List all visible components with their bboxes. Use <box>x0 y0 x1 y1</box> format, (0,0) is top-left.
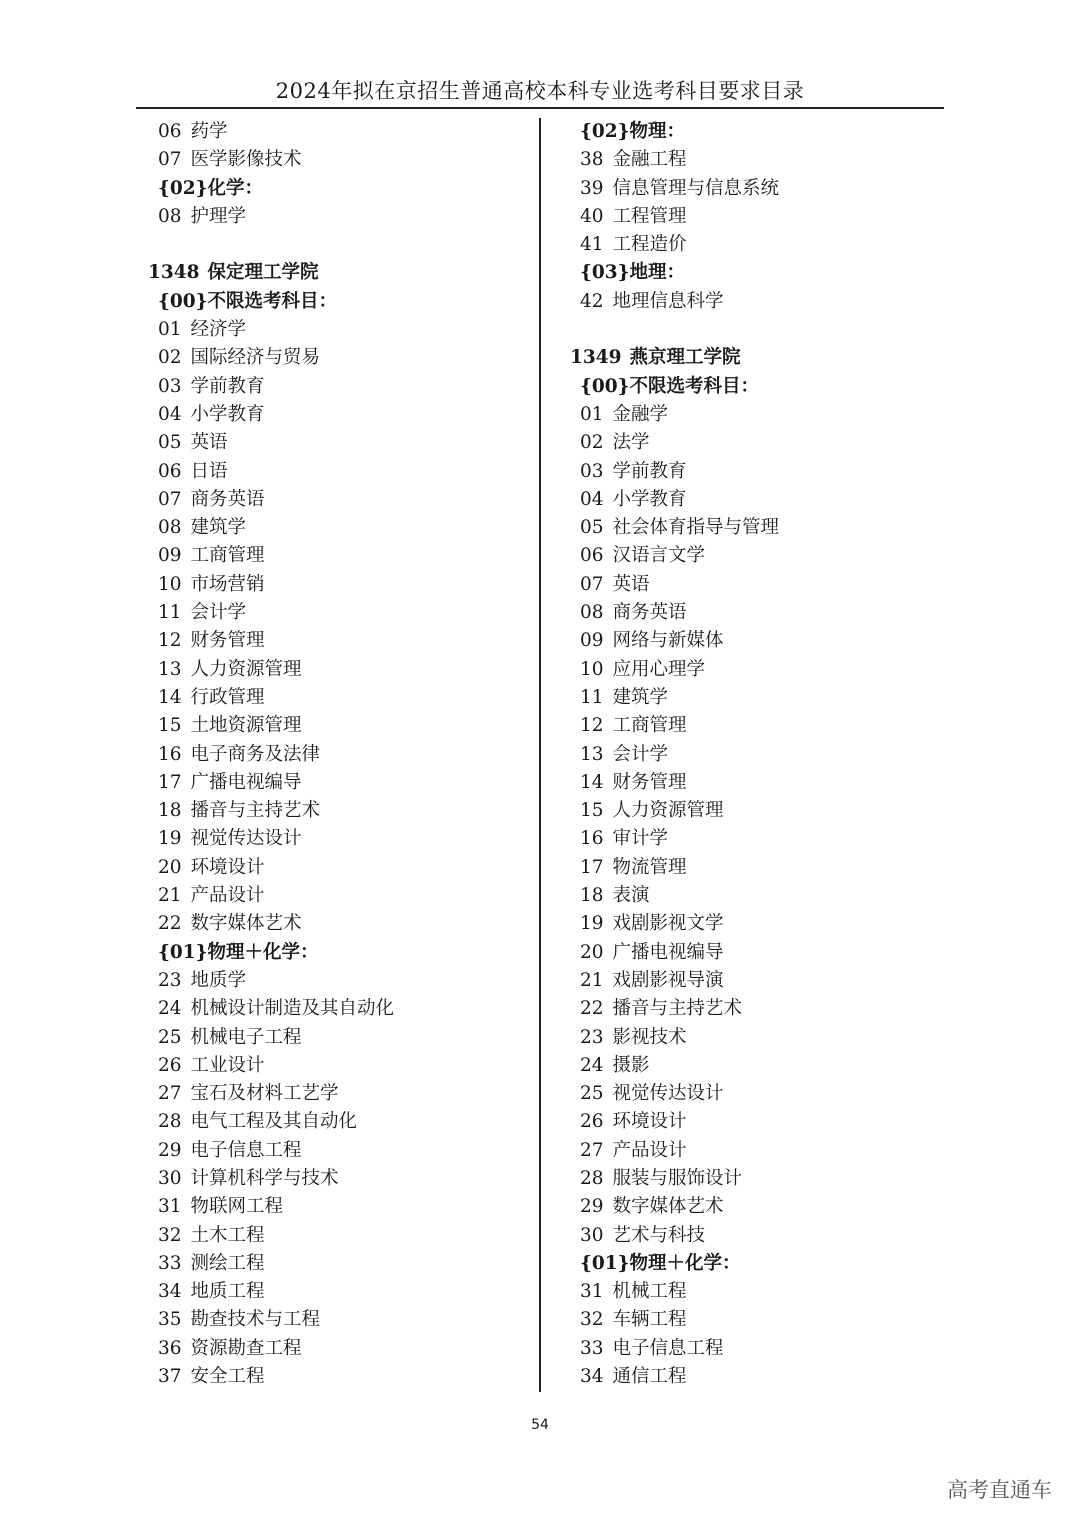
major-number: 26 <box>580 1111 604 1133</box>
major-name: 审计学 <box>612 828 669 850</box>
major-name: 机械电子工程 <box>190 1026 302 1048</box>
major-item <box>148 910 528 938</box>
major-name: 艺术与科技 <box>612 1224 706 1246</box>
major-number: 23 <box>158 969 182 991</box>
major-number: 06 <box>158 460 182 482</box>
major-number: 02 <box>158 347 182 369</box>
major-number: 19 <box>158 828 182 850</box>
major-number: 22 <box>580 998 604 1020</box>
major-number: 12 <box>580 715 604 737</box>
major-item <box>570 542 950 570</box>
major-name: 网络与新媒体 <box>612 630 724 652</box>
major-name: 会计学 <box>190 602 247 624</box>
major-item <box>148 769 528 797</box>
major-name: 数字媒体艺术 <box>612 1196 724 1218</box>
major-name: 电子信息工程 <box>190 1139 302 1161</box>
major-item <box>148 146 528 174</box>
major-name: 机械工程 <box>612 1281 687 1303</box>
major-item <box>570 1024 950 1052</box>
major-name: 环境设计 <box>612 1111 687 1133</box>
left-column <box>148 118 528 1391</box>
major-number: 03 <box>580 460 604 482</box>
major-number: 15 <box>158 715 182 737</box>
major-item <box>148 825 528 853</box>
major-number: 36 <box>158 1337 182 1359</box>
major-number: 28 <box>580 1167 604 1189</box>
major-item <box>570 401 950 429</box>
major-number: 22 <box>158 913 182 935</box>
major-item <box>570 854 950 882</box>
major-item <box>148 571 528 599</box>
major-number: 03 <box>158 375 182 397</box>
major-number: 13 <box>158 658 182 680</box>
major-name: 英语 <box>612 573 650 595</box>
major-name: 广播电视编导 <box>190 771 302 793</box>
major-name: 医学影像技术 <box>190 149 302 171</box>
major-name: 人力资源管理 <box>190 658 302 680</box>
major-item <box>148 486 528 514</box>
major-item <box>570 231 950 259</box>
major-name: 社会体育指导与管理 <box>612 517 780 539</box>
major-name: 商务英语 <box>190 488 265 510</box>
school-name: 保定理工学院 <box>207 262 319 284</box>
major-number: 11 <box>158 602 182 624</box>
major-name: 产品设计 <box>190 885 265 907</box>
major-number: 10 <box>158 573 182 595</box>
major-number: 14 <box>158 686 182 708</box>
major-name: 通信工程 <box>612 1366 687 1388</box>
major-item <box>148 712 528 740</box>
major-name: 英语 <box>190 432 228 454</box>
major-number: 01 <box>580 403 604 425</box>
major-item <box>570 741 950 769</box>
major-item <box>570 967 950 995</box>
school-code: 1348 <box>148 262 200 284</box>
major-name: 建筑学 <box>612 686 669 708</box>
right-column <box>570 118 950 1391</box>
major-name: 土地资源管理 <box>190 715 302 737</box>
major-number: 08 <box>158 517 182 539</box>
major-name: 土木工程 <box>190 1224 265 1246</box>
spacer <box>570 316 950 344</box>
major-name: 播音与主持艺术 <box>190 800 321 822</box>
major-number: 29 <box>158 1139 182 1161</box>
major-name: 工商管理 <box>190 545 265 567</box>
major-item <box>148 599 528 627</box>
major-number: 11 <box>580 686 604 708</box>
subject-requirement: {00}不限选考科目： <box>580 375 760 397</box>
major-item <box>570 288 950 316</box>
major-name: 资源勘查工程 <box>190 1337 302 1359</box>
major-number: 27 <box>580 1139 604 1161</box>
major-number: 16 <box>580 828 604 850</box>
major-item <box>148 118 528 146</box>
major-name: 市场营销 <box>190 573 265 595</box>
major-number: 25 <box>158 1026 182 1048</box>
spacer <box>148 231 528 259</box>
major-name: 表演 <box>612 885 650 907</box>
major-item <box>570 1222 950 1250</box>
column-divider <box>539 118 541 1392</box>
major-name: 计算机科学与技术 <box>190 1167 339 1189</box>
major-name: 信息管理与信息系统 <box>612 177 780 199</box>
major-number: 08 <box>580 602 604 624</box>
major-item <box>570 1363 950 1391</box>
major-item <box>148 967 528 995</box>
major-number: 20 <box>158 856 182 878</box>
major-number: 34 <box>158 1281 182 1303</box>
major-item <box>570 712 950 740</box>
major-name: 法学 <box>612 432 650 454</box>
major-number: 27 <box>158 1083 182 1105</box>
major-name: 小学教育 <box>612 488 687 510</box>
major-name: 日语 <box>190 460 228 482</box>
major-name: 财务管理 <box>190 630 265 652</box>
major-number: 04 <box>158 403 182 425</box>
major-number: 21 <box>580 969 604 991</box>
major-number: 33 <box>580 1337 604 1359</box>
major-name: 视觉传达设计 <box>612 1083 724 1105</box>
major-number: 26 <box>158 1054 182 1076</box>
major-number: 01 <box>158 319 182 341</box>
major-name: 地质工程 <box>190 1281 265 1303</box>
major-item <box>570 1278 950 1306</box>
major-item <box>148 429 528 457</box>
major-name: 电子商务及法律 <box>190 743 321 765</box>
major-item <box>570 684 950 712</box>
major-number: 37 <box>158 1366 182 1388</box>
major-number: 16 <box>158 743 182 765</box>
major-item <box>148 1052 528 1080</box>
major-item <box>148 514 528 542</box>
major-number: 18 <box>158 800 182 822</box>
major-item <box>148 401 528 429</box>
major-name: 地理信息科学 <box>612 290 724 312</box>
major-item <box>570 939 950 967</box>
major-name: 金融学 <box>612 403 669 425</box>
subject-requirement: {02}物理： <box>580 121 686 142</box>
major-number: 25 <box>580 1083 604 1105</box>
major-name: 物联网工程 <box>190 1196 284 1218</box>
major-number: 39 <box>580 177 604 199</box>
major-number: 35 <box>158 1309 182 1331</box>
major-number: 34 <box>580 1366 604 1388</box>
major-item <box>570 627 950 655</box>
major-item <box>148 1193 528 1221</box>
subject-requirement: {03}地理： <box>580 262 686 284</box>
watermark: 高考直通车 <box>947 1478 1052 1502</box>
major-number: 17 <box>158 771 182 793</box>
major-item <box>570 1335 950 1363</box>
major-number: 29 <box>580 1196 604 1218</box>
major-name: 药学 <box>190 121 228 142</box>
major-name: 机械设计制造及其自动化 <box>190 998 395 1020</box>
major-name: 电子信息工程 <box>612 1337 724 1359</box>
major-number: 24 <box>158 998 182 1020</box>
major-name: 车辆工程 <box>612 1309 687 1331</box>
major-item <box>570 458 950 486</box>
school-heading <box>148 259 528 287</box>
major-item <box>148 797 528 825</box>
major-name: 行政管理 <box>190 686 265 708</box>
major-item <box>148 458 528 486</box>
major-number: 09 <box>580 630 604 652</box>
major-number: 07 <box>580 573 604 595</box>
major-item <box>148 1108 528 1136</box>
major-name: 广播电视编导 <box>612 941 724 963</box>
major-item <box>570 910 950 938</box>
major-name: 服装与服饰设计 <box>612 1167 743 1189</box>
major-name: 人力资源管理 <box>612 800 724 822</box>
major-number: 06 <box>158 121 182 142</box>
major-item <box>570 514 950 542</box>
major-number: 30 <box>580 1224 604 1246</box>
major-number: 10 <box>580 658 604 680</box>
major-name: 学前教育 <box>190 375 265 397</box>
major-number: 13 <box>580 743 604 765</box>
major-item <box>570 995 950 1023</box>
subject-requirement: {01}物理＋化学： <box>580 1252 741 1274</box>
school-code: 1349 <box>570 347 622 369</box>
major-item <box>148 1306 528 1334</box>
major-number: 32 <box>580 1309 604 1331</box>
major-name: 安全工程 <box>190 1366 265 1388</box>
major-item <box>570 1137 950 1165</box>
major-name: 护理学 <box>190 205 247 227</box>
major-number: 30 <box>158 1167 182 1189</box>
major-name: 工程造价 <box>612 234 687 256</box>
major-item <box>570 1165 950 1193</box>
major-name: 财务管理 <box>612 771 687 793</box>
subject-requirement: {01}物理＋化学： <box>158 941 319 963</box>
major-number: 42 <box>580 290 604 312</box>
major-number: 04 <box>580 488 604 510</box>
page-number: 54 <box>531 1417 549 1433</box>
major-item <box>148 316 528 344</box>
major-name: 摄影 <box>612 1054 650 1076</box>
major-number: 15 <box>580 800 604 822</box>
major-number: 06 <box>580 545 604 567</box>
major-name: 应用心理学 <box>612 658 706 680</box>
major-item <box>148 995 528 1023</box>
major-item <box>148 344 528 372</box>
major-number: 17 <box>580 856 604 878</box>
major-number: 07 <box>158 149 182 171</box>
major-name: 电气工程及其自动化 <box>190 1111 358 1133</box>
major-name: 测绘工程 <box>190 1252 265 1274</box>
major-number: 21 <box>158 885 182 907</box>
major-name: 戏剧影视导演 <box>612 969 724 991</box>
school-name: 燕京理工学院 <box>629 347 741 369</box>
major-item <box>148 1222 528 1250</box>
major-name: 国际经济与贸易 <box>190 347 321 369</box>
subject-requirement: {00}不限选考科目： <box>158 290 338 312</box>
school-heading <box>570 344 950 372</box>
major-item <box>570 599 950 627</box>
major-item <box>570 175 950 203</box>
major-number: 12 <box>158 630 182 652</box>
major-number: 24 <box>580 1054 604 1076</box>
major-item <box>148 627 528 655</box>
major-name: 工商管理 <box>612 715 687 737</box>
major-item <box>570 1193 950 1221</box>
major-name: 金融工程 <box>612 149 687 171</box>
major-item <box>570 769 950 797</box>
major-name: 播音与主持艺术 <box>612 998 743 1020</box>
major-name: 工业设计 <box>190 1054 265 1076</box>
major-item <box>570 429 950 457</box>
major-item <box>148 882 528 910</box>
major-number: 05 <box>580 517 604 539</box>
major-item <box>148 854 528 882</box>
major-item <box>148 1165 528 1193</box>
major-number: 41 <box>580 234 604 256</box>
major-name: 视觉传达设计 <box>190 828 302 850</box>
major-number: 33 <box>158 1252 182 1274</box>
major-name: 勘查技术与工程 <box>190 1309 321 1331</box>
major-item <box>570 571 950 599</box>
major-name: 影视技术 <box>612 1026 687 1048</box>
major-number: 02 <box>580 432 604 454</box>
major-name: 学前教育 <box>612 460 687 482</box>
major-name: 产品设计 <box>612 1139 687 1161</box>
major-name: 宝石及材料工艺学 <box>190 1083 339 1105</box>
major-item <box>148 1363 528 1391</box>
page-title: 2024年拟在京招生普通高校本科专业选考科目要求目录 <box>275 79 805 103</box>
major-number: 19 <box>580 913 604 935</box>
major-name: 数字媒体艺术 <box>190 913 302 935</box>
major-name: 建筑学 <box>190 517 247 539</box>
major-item <box>148 656 528 684</box>
major-item <box>570 486 950 514</box>
subject-requirement: {02}化学： <box>158 177 264 199</box>
major-item <box>570 1306 950 1334</box>
major-number: 40 <box>580 205 604 227</box>
major-name: 商务英语 <box>612 602 687 624</box>
major-name: 汉语言文学 <box>612 545 706 567</box>
major-item <box>148 542 528 570</box>
major-item <box>570 146 950 174</box>
major-item <box>148 203 528 231</box>
major-item <box>570 656 950 684</box>
major-item <box>570 882 950 910</box>
major-number: 05 <box>158 432 182 454</box>
major-item <box>148 741 528 769</box>
major-number: 14 <box>580 771 604 793</box>
major-number: 32 <box>158 1224 182 1246</box>
major-number: 28 <box>158 1111 182 1133</box>
major-number: 07 <box>158 488 182 510</box>
major-number: 20 <box>580 941 604 963</box>
major-item <box>570 1080 950 1108</box>
major-number: 09 <box>158 545 182 567</box>
major-item <box>570 203 950 231</box>
major-number: 38 <box>580 149 604 171</box>
major-item <box>570 825 950 853</box>
major-number: 23 <box>580 1026 604 1048</box>
major-number: 08 <box>158 205 182 227</box>
major-item <box>148 373 528 401</box>
major-item <box>570 1108 950 1136</box>
major-name: 小学教育 <box>190 403 265 425</box>
major-item <box>570 797 950 825</box>
major-name: 物流管理 <box>612 856 687 878</box>
major-number: 31 <box>580 1281 604 1303</box>
major-item <box>148 1080 528 1108</box>
major-name: 经济学 <box>190 319 247 341</box>
major-number: 31 <box>158 1196 182 1218</box>
major-item <box>148 1024 528 1052</box>
major-name: 会计学 <box>612 743 669 765</box>
major-item <box>148 1278 528 1306</box>
major-number: 18 <box>580 885 604 907</box>
major-name: 环境设计 <box>190 856 265 878</box>
major-name: 戏剧影视文学 <box>612 913 724 935</box>
major-name: 地质学 <box>190 969 247 991</box>
major-item <box>148 1137 528 1165</box>
major-item <box>148 1335 528 1363</box>
major-item <box>148 684 528 712</box>
major-name: 工程管理 <box>612 205 687 227</box>
major-item <box>148 1250 528 1278</box>
major-item <box>570 1052 950 1080</box>
title-rule <box>136 107 944 109</box>
